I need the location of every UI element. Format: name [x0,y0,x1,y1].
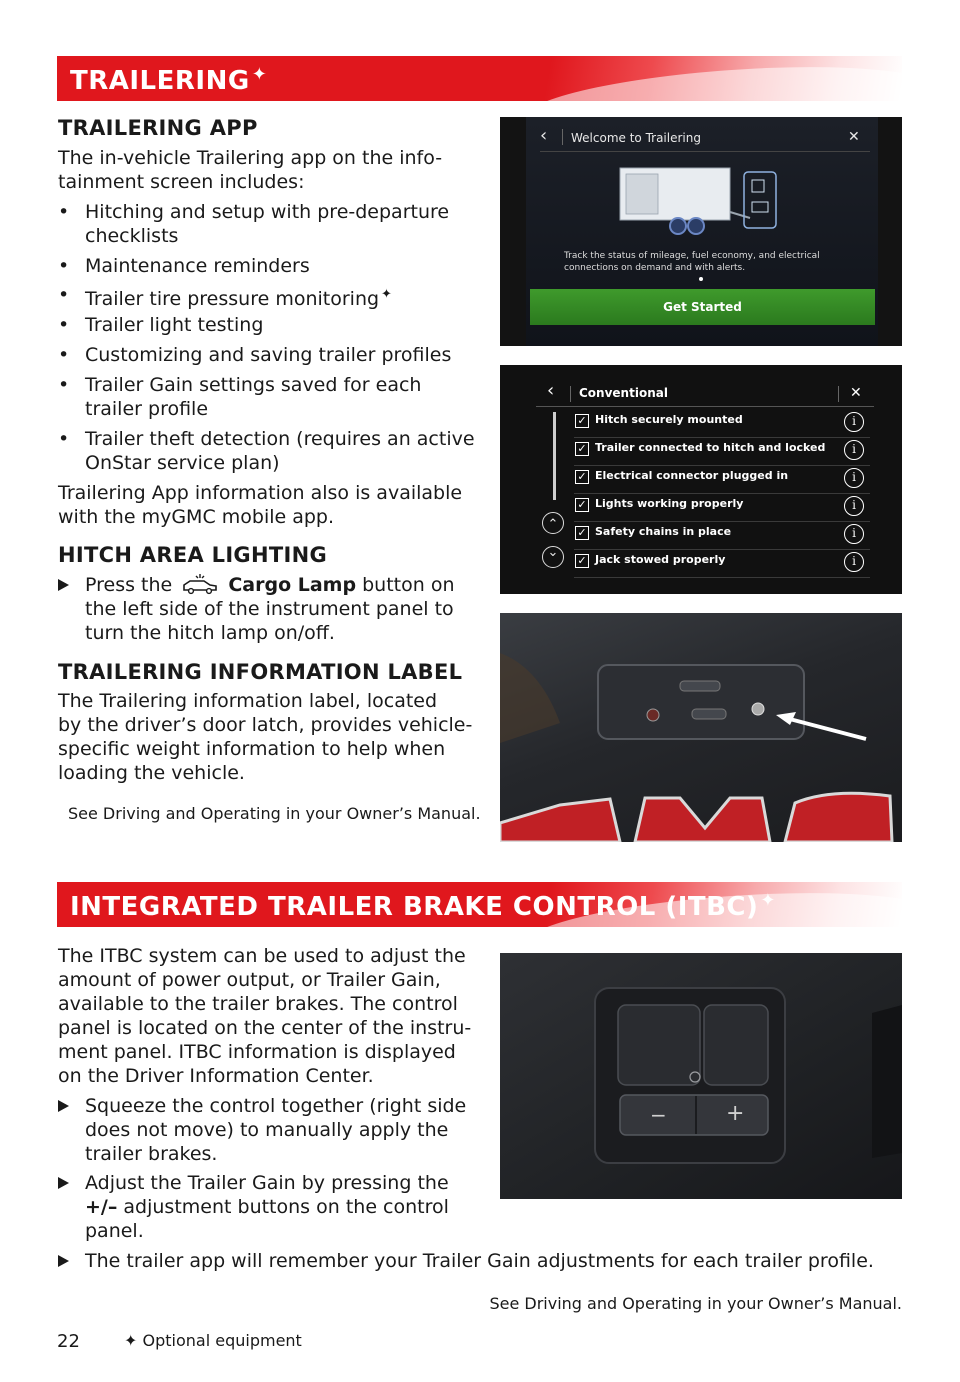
arrow-icon [58,579,69,591]
checkbox-checked-icon[interactable]: ✓ [575,470,589,484]
checkbox-checked-icon[interactable]: ✓ [575,414,589,428]
get-started-button[interactable] [530,289,875,325]
trailer-illustration [612,162,792,242]
itbc-banner [57,882,902,927]
checklist-item[interactable]: ✓ Lights working properly i [574,494,870,522]
back-icon[interactable]: ‹ [540,125,548,146]
itbc-control-photo [500,953,902,1199]
itbc-description: The ITBC system can be used to adjust the amount of power output, or Trailer Gain, available to the trailer brakes. The control panel is located on the center of the instru- ment panel. ITBC information is displayed on the Driver Information Center. [58,945,472,1087]
checkbox-checked-icon[interactable]: ✓ [575,526,589,540]
info-icon[interactable]: i [844,468,864,488]
list-item: • Customizing and saving trailer profiles [58,344,452,366]
screen-title: Welcome to Trailering [571,131,701,145]
checklist-item[interactable]: ✓ Jack stowed properly i [574,550,870,578]
tailgate-photo [500,613,902,842]
list-item: • Hitching and setup with pre-departure checklists [58,201,450,247]
itbc-control-illustration [500,953,902,1199]
close-icon[interactable]: ✕ [850,385,862,401]
itbc-step: Squeeze the control together (right side does not move) to manually apply the trailer brakes. [58,1094,466,1166]
info-icon[interactable]: i [844,524,864,544]
trailering-banner-title: TRAILERING ✦ [70,64,268,96]
optional-star-icon: ✦ [251,64,268,85]
cargo-lamp-icon [180,573,220,595]
arrow-icon [58,1100,69,1112]
page-number: 22 [57,1331,80,1352]
itbc-banner-title: INTEGRATED TRAILER BRAKE CONTROL (ITBC) ✦ [70,890,776,922]
itbc-step: The trailer app will remember your Trailer Gain adjustments for each trailer profile. [58,1249,874,1273]
arrow-icon [58,1177,69,1189]
optional-star-icon: ✦ [124,1331,138,1350]
close-icon[interactable]: ✕ [848,129,860,145]
checkbox-checked-icon[interactable]: ✓ [575,554,589,568]
scroll-up-button[interactable]: ⌃ [542,512,564,534]
optional-star-icon: ✦ [760,890,776,911]
list-item: • Trailer theft detection (requires an active OnStar service plan) [58,428,475,474]
hitch-lighting-step: Press the Cargo Lamp button on the left side of the instrument panel to turn the hitch lamp on/off. [58,573,454,645]
checkbox-checked-icon[interactable]: ✓ [575,442,589,456]
checklist-item[interactable]: ✓ Safety chains in place i [574,522,870,550]
trailering-banner [57,56,902,101]
info-icon[interactable]: i [844,552,864,572]
hitch-lighting-heading: HITCH AREA LIGHTING [58,543,327,567]
checklist-item[interactable]: ✓ Electrical connector plugged in i [574,466,870,494]
banner-swoosh [520,56,902,101]
scroll-down-button[interactable]: ⌄ [542,546,564,568]
info-icon[interactable]: i [844,440,864,460]
arrow-icon [58,1255,69,1267]
back-icon[interactable]: ‹ [547,380,555,401]
info-label-heading: TRAILERING INFORMATION LABEL [58,660,463,684]
checklist-item[interactable]: ✓ Hitch securely mounted i [574,410,870,438]
trailer-gain-minus-button[interactable]: − [650,1103,667,1127]
list-item: • Trailer tire pressure monitoring ✦ [58,284,392,310]
screen-description: Track the status of mileage, fuel economy, and electrical connections on demand and with alerts. [564,251,820,273]
info-icon[interactable]: i [844,412,864,432]
info-icon[interactable]: i [844,496,864,516]
list-item: • Maintenance reminders [58,255,310,277]
optional-star-icon: ✦ [381,287,392,302]
owners-manual-note: See Driving and Operating in your Owner’s Manual. [489,1294,902,1313]
info-label-text: The Trailering information label, located by the driver’s door latch, provides vehicle- specific weight information to help when loading the vehicle. [58,690,473,784]
get-started-label: Get Started [663,300,742,314]
checklist-item[interactable]: ✓ Trailer connected to hitch and locked i [574,438,870,466]
trailering-app-heading: TRAILERING APP [58,116,258,140]
list-item: • Trailer Gain settings saved for each trailer profile [58,374,422,420]
itbc-step: Adjust the Trailer Gain by pressing the +/– adjustment buttons on the control panel. [58,1171,449,1243]
tailgate-illustration [500,613,902,842]
checkbox-checked-icon[interactable]: ✓ [575,498,589,512]
trailer-gain-plus-button[interactable]: + [726,1101,745,1126]
trailering-app-outro: Trailering App information also is available with the myGMC mobile app. [58,482,463,528]
trailering-app-intro: The in-vehicle Trailering app on the info- tainment screen includes: [58,147,443,193]
list-item: • Trailer light testing [58,314,264,336]
screen-title: Conventional [579,386,668,400]
optional-equipment-note: ✦ Optional equipment [124,1331,302,1350]
welcome-screen-photo [500,117,902,346]
owners-manual-note: See Driving and Operating in your Owner’s Manual. [68,804,481,823]
